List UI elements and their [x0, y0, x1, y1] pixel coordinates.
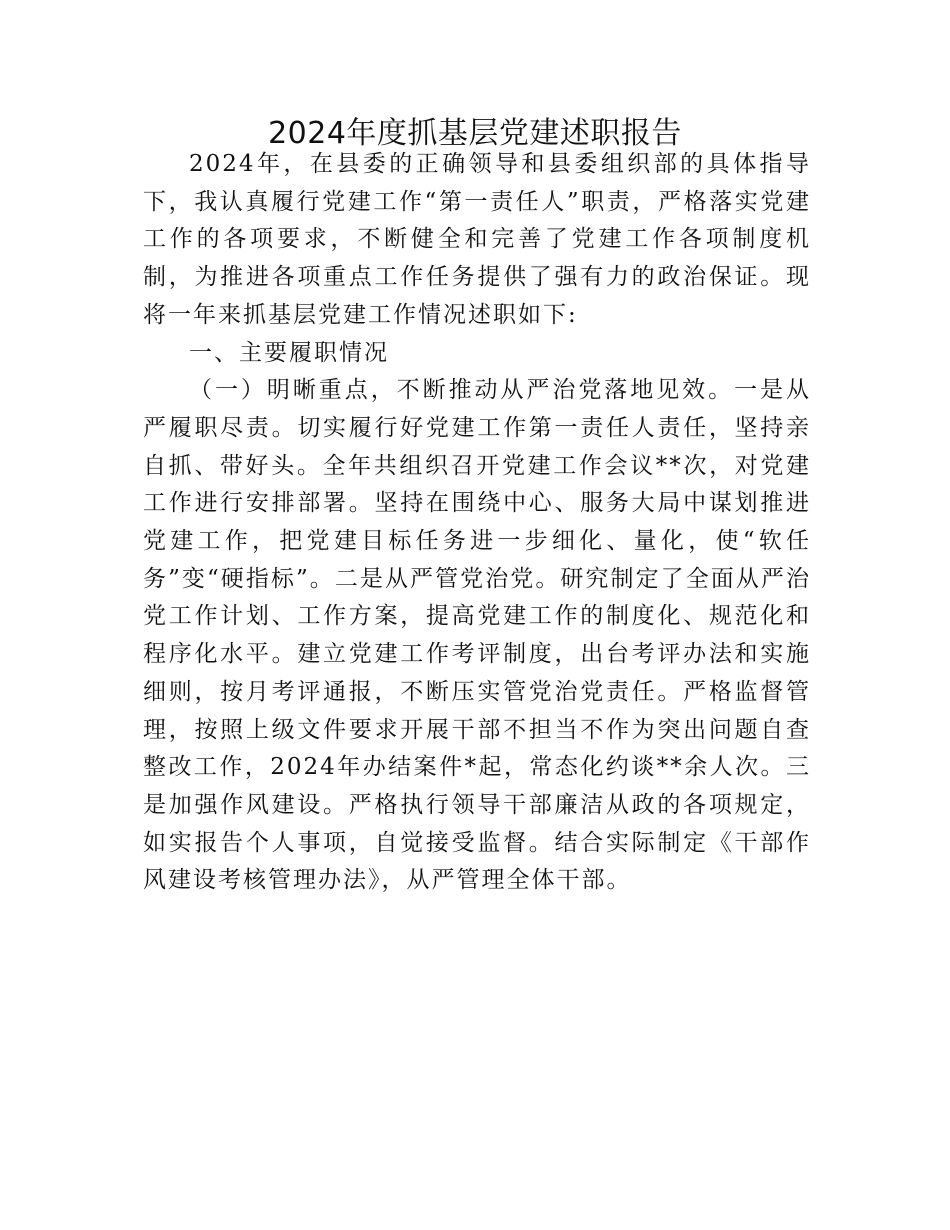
document-body	[143, 146, 811, 900]
section-heading: 一、主要履职情况	[189, 339, 389, 366]
document-title: 2024年度抓基层党建述职报告	[268, 116, 682, 151]
intro-paragraph: 2024年，在县委的正确领导和县委组织部的具体指导下，我认真履行党建工作“第一责任人”职责，严格落实党建工作的各项要求，不断健全和完善了党建工作各项制度机制，为推进各项重点工作任务提供了强有力的政治保证。现将一年来抓基层党建工作情况述职如下:	[143, 151, 811, 328]
body-paragraph: （一）明晰重点，不断推动从严治党落地见效。一是从严履职尽责。切实履行好党建工作第一责任人责任，坚持亲自抓、带好头。全年共组织召开党建工作会议**次，对党建工作进行安排部署。坚持在围绕中心、服务大局中谋划推进党建工作，把党建目标任务进一步细化、量化，使“软任务”变“硬指标”。二是从严管党治党。研究制定了全面从严治党工作计划、工作方案，提高党建工作的制度化、规范化和程序化水平。建立党建工作考评制度，出台考评办法和实施细则，按月考评通报，不断压实管党治党责任。严格监督管理，按照上级文件要求开展干部不担当不作为突出问题自查整改工作，2024年办结案件*起，常态化约谈**余人次。三是加强作风建设。严格执行领导干部廉洁从政的各项规定，如实报告个人事项，自觉接受监督。结合实际制定《干部作风建设考核管理办法》，从严管理全体干部。	[143, 377, 811, 894]
